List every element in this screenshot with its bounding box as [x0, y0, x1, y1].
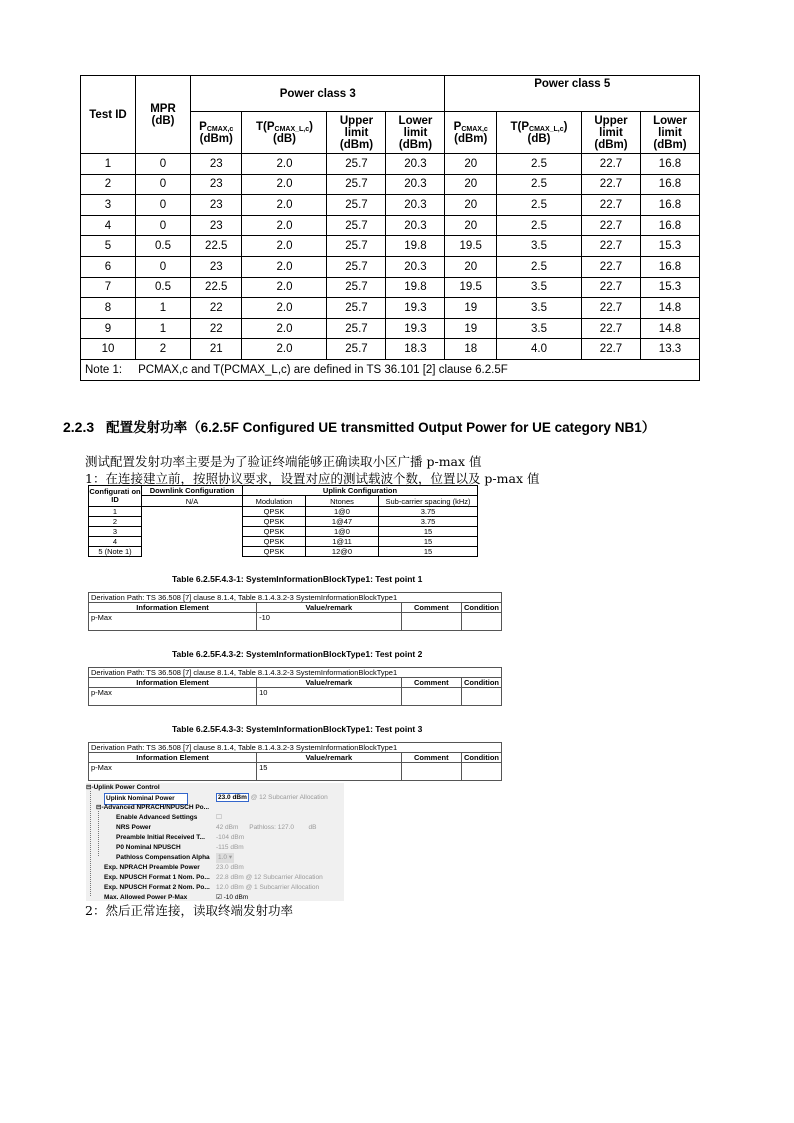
table-cell: 22.7: [582, 174, 641, 195]
config-cell: 1: [89, 507, 142, 517]
table-cell: 5: [81, 236, 136, 257]
ie-pmax: p-Max: [89, 688, 257, 706]
table-cell: 20.3: [386, 256, 445, 277]
table-cell: 25.7: [327, 298, 386, 319]
table-row: [81, 154, 700, 175]
table-row: [81, 277, 700, 298]
table-cell: 2: [136, 339, 191, 360]
table-cell: 2.0: [242, 277, 327, 298]
table-cell: 19.8: [386, 277, 445, 298]
table-cell: 22.7: [582, 195, 641, 216]
config-row: [89, 507, 478, 517]
table-cell: 4: [81, 215, 136, 236]
sib-table: [88, 592, 502, 631]
table-row: [81, 174, 700, 195]
table-cell: 2.5: [496, 174, 581, 195]
table-row: [81, 215, 700, 236]
max-allowed-label: Max. Allowed Power P-Max: [104, 894, 188, 901]
table-cell: 2: [81, 174, 136, 195]
table-cell: 2.0: [242, 154, 327, 175]
table-cell: 23: [191, 256, 242, 277]
sub-t-pcmax-5: $T(P_{CMAX\_L,c})$ (dB): [496, 112, 581, 154]
downlink-cell: [142, 537, 243, 547]
config-cell: QPSK: [243, 537, 306, 547]
table-cell: 23: [191, 154, 242, 175]
preamble-value: -104 dBm: [216, 834, 245, 841]
table-cell: 3.5: [496, 236, 581, 257]
table-cell: 4.0: [496, 339, 581, 360]
exp-format1-label: Exp. NPUSCH Format 1 Nom. Po...: [104, 874, 210, 881]
table-cell: 15.3: [641, 236, 700, 257]
table-cell: 25.7: [327, 195, 386, 216]
config-cell: 3.75: [379, 517, 478, 527]
preamble-label: Preamble Initial Received T...: [116, 834, 205, 841]
table-cell: 19: [445, 298, 496, 319]
table-cell: 22.7: [582, 154, 641, 175]
table-cell: 19.8: [386, 236, 445, 257]
table-cell: 22.7: [582, 236, 641, 257]
table-cell: 22.7: [582, 298, 641, 319]
ie-pmax: p-Max: [89, 763, 257, 781]
config-cell: 2: [89, 517, 142, 527]
table-cell: 20: [445, 154, 496, 175]
table-cell: 13.3: [641, 339, 700, 360]
table-cell: 1: [136, 318, 191, 339]
col-condition: Condition: [462, 678, 502, 688]
table-cell: 10: [81, 339, 136, 360]
table-cell: 18.3: [386, 339, 445, 360]
table-cell: 18: [445, 339, 496, 360]
table-cell: 25.7: [327, 277, 386, 298]
table-cell: 19.5: [445, 277, 496, 298]
table-cell: 2.5: [496, 154, 581, 175]
col-ntones: Ntones: [306, 496, 379, 507]
exp-nprach-label: Exp. NPRACH Preamble Power: [104, 864, 200, 871]
table-cell: 25.7: [327, 215, 386, 236]
table-cell: 22.5: [191, 236, 242, 257]
col-info-element: Information Element: [89, 753, 257, 763]
section-title-cn: 配置发射功率: [106, 420, 188, 435]
col-comment: Comment: [401, 678, 461, 688]
table-cell: 22: [191, 318, 242, 339]
col-value-remark: Value/remark: [257, 678, 402, 688]
pmax-value: 15: [257, 763, 402, 781]
config-row: [89, 527, 478, 537]
derivation-path: Derivation Path: TS 36.508 [7] clause 8.1.4, Table 8.1.4.3.2-3 SystemInformationBlockType1: [89, 593, 502, 603]
col-downlink: Downlink Configuration: [142, 486, 243, 496]
table-row: [81, 339, 700, 360]
table-cell: 1: [81, 154, 136, 175]
table-cell: 3: [81, 195, 136, 216]
col-value-remark: Value/remark: [257, 603, 402, 613]
table-cell: 14.8: [641, 318, 700, 339]
table-cell: 7: [81, 277, 136, 298]
table-cell: 20.3: [386, 215, 445, 236]
nrs-power-label: NRS Power: [116, 824, 152, 831]
table-cell: 22.7: [582, 256, 641, 277]
exp-format2-label: Exp. NPUSCH Format 2 Nom. Po...: [104, 884, 210, 891]
enable-advanced-label: Enable Advanced Settings: [116, 814, 198, 821]
config-cell: 3.75: [379, 507, 478, 517]
col-uplink: Uplink Configuration: [243, 486, 478, 496]
col-config-id: Configurati on ID: [89, 486, 142, 507]
sib-table-caption: Table 6.2.5F.4.3-3: SystemInformationBlockType1: Test point 3: [172, 724, 423, 734]
sub-upper-5: Upper limit (dBm): [582, 112, 641, 154]
sub-t-pcmax-3: $T(P_{CMAX\_L,c})$ (dB): [242, 112, 327, 154]
config-cell: 1@11: [306, 537, 379, 547]
ie-pmax: p-Max: [89, 613, 257, 631]
table-cell: 16.8: [641, 174, 700, 195]
section-title-en: （6.2.5F Configured UE transmitted Output Power for UE category NB1）: [187, 420, 656, 435]
config-cell: 15: [379, 547, 478, 557]
downlink-cell: [142, 547, 243, 557]
table-cell: 0: [136, 215, 191, 236]
pmax-value: 10: [257, 688, 402, 706]
table-cell: 2.5: [496, 256, 581, 277]
col-test-id: Test ID: [81, 76, 136, 154]
table-cell: 0.5: [136, 236, 191, 257]
pathloss-alpha-select[interactable]: 1.0 ▾: [216, 853, 234, 863]
config-cell: 1@0: [306, 527, 379, 537]
uplink-power-control-panel: [86, 783, 344, 901]
table-cell: 25.7: [327, 174, 386, 195]
uplink-config-table: [88, 485, 478, 557]
config-cell: 5 (Note 1): [89, 547, 142, 557]
section-heading: [63, 416, 655, 436]
table-cell: 19.3: [386, 318, 445, 339]
table-cell: 22.7: [582, 339, 641, 360]
table-cell: 2.0: [242, 195, 327, 216]
table-cell: 16.8: [641, 154, 700, 175]
config-cell: 4: [89, 537, 142, 547]
p0-nominal-value: -115 dBm: [216, 844, 244, 851]
sub-lower-5: Lower limit (dBm): [641, 112, 700, 154]
table-note: Note 1: PCMAX,c and T(PCMAX_L,c) are defined in TS 36.101 [2] clause 6.2.5F: [81, 359, 700, 380]
config-cell: 1@47: [306, 517, 379, 527]
table-cell: 20.3: [386, 174, 445, 195]
derivation-path: Derivation Path: TS 36.508 [7] clause 8.1.4, Table 8.1.4.3.2-3 SystemInformationBlockType1: [89, 668, 502, 678]
table-cell: 0.5: [136, 277, 191, 298]
config-row: [89, 517, 478, 527]
step-1-paragraph: 1：在连接建立前，按照协议要求，设置对应的测试载波个数，位置以及 p-max 值: [85, 471, 540, 486]
table-cell: 25.7: [327, 318, 386, 339]
table-cell: 21: [191, 339, 242, 360]
table-cell: 22: [191, 298, 242, 319]
table-cell: 25.7: [327, 236, 386, 257]
table-cell: 2.0: [242, 256, 327, 277]
table-cell: 20: [445, 174, 496, 195]
col-modulation: Modulation: [243, 496, 306, 507]
table-cell: 0: [136, 195, 191, 216]
col-mpr: MPR (dB): [136, 76, 191, 154]
table-row: [81, 318, 700, 339]
table-cell: 16.8: [641, 195, 700, 216]
table-cell: 6: [81, 256, 136, 277]
sub-pcmax-5: $P_{CMAX,c}$ (dBm): [445, 112, 496, 154]
downlink-cell: [142, 517, 243, 527]
table-cell: 2.5: [496, 215, 581, 236]
table-cell: 2.0: [242, 339, 327, 360]
sib-table: [88, 667, 502, 706]
table-cell: 0: [136, 154, 191, 175]
sub-upper-3: Upper limit (dBm): [327, 112, 386, 154]
downlink-cell: [142, 507, 243, 517]
config-cell: QPSK: [243, 507, 306, 517]
config-cell: 1@0: [306, 507, 379, 517]
power-class-3-header: Power class 3: [191, 76, 445, 112]
max-allowed-pmax-checkbox[interactable]: ☑ -10 dBm: [216, 894, 249, 901]
table-cell: 19: [445, 318, 496, 339]
table-cell: 16.8: [641, 256, 700, 277]
power-class-table: [80, 75, 700, 381]
intro-paragraph: 测试配置发射功率主要是为了验证终端能够正确读取小区广播 p-max 值: [85, 454, 482, 469]
table-cell: 23: [191, 215, 242, 236]
table-cell: 20: [445, 195, 496, 216]
table-cell: 22.7: [582, 215, 641, 236]
sib-table: [88, 742, 502, 781]
table-cell: 3.5: [496, 277, 581, 298]
step-2-paragraph: 2：然后正常连接，读取终端发射功率: [85, 903, 293, 918]
config-cell: QPSK: [243, 527, 306, 537]
config-row: [89, 537, 478, 547]
config-row: [89, 547, 478, 557]
pmax-value: -10: [257, 613, 402, 631]
pathloss-alpha-label: Pathloss Compensation Alpha: [116, 854, 210, 861]
table-row: [81, 236, 700, 257]
table-cell: 25.7: [327, 154, 386, 175]
downlink-na: N/A: [142, 496, 243, 507]
exp-format1-value: 22.8 dBm @ 12 Subcarrier Allocation: [216, 874, 323, 881]
sib-table-caption: Table 6.2.5F.4.3-2: SystemInformationBlockType1: Test point 2: [172, 649, 423, 659]
exp-format2-value: 12.0 dBm @ 1 Subcarrier Allocation: [216, 884, 320, 891]
nrs-power-value: 42 dBm Pathloss: 127.0 dB: [216, 824, 317, 831]
col-comment: Comment: [401, 753, 461, 763]
col-condition: Condition: [462, 753, 502, 763]
table-cell: 14.8: [641, 298, 700, 319]
sub-lower-3: Lower limit (dBm): [386, 112, 445, 154]
table-cell: 22.7: [582, 318, 641, 339]
table-cell: 15.3: [641, 277, 700, 298]
table-cell: 20.3: [386, 195, 445, 216]
tree-advanced-group[interactable]: ⊟-Advanced NPRACH/NPUSCH Po...: [96, 804, 210, 811]
table-cell: 22.5: [191, 277, 242, 298]
p0-nominal-label: P0 Nominal NPUSCH: [116, 844, 181, 851]
table-cell: 8: [81, 298, 136, 319]
uplink-nominal-power-label[interactable]: Uplink Nominal Power: [104, 793, 188, 805]
config-cell: QPSK: [243, 517, 306, 527]
sub-pcmax-3: $P_{CMAX,c}$ (dBm): [191, 112, 242, 154]
table-cell: 20.3: [386, 154, 445, 175]
derivation-path: Derivation Path: TS 36.508 [7] clause 8.1.4, Table 8.1.4.3.2-3 SystemInformationBlockType1: [89, 743, 502, 753]
table-cell: 3.5: [496, 318, 581, 339]
col-info-element: Information Element: [89, 678, 257, 688]
table-cell: 2.5: [496, 195, 581, 216]
col-scs: Sub-carrier spacing (kHz): [379, 496, 478, 507]
uplink-nominal-suffix: @ 12 Subcarrier Allocation: [250, 794, 328, 801]
table-cell: 2.0: [242, 298, 327, 319]
table-row: [81, 298, 700, 319]
table-cell: 19.3: [386, 298, 445, 319]
col-value-remark: Value/remark: [257, 753, 402, 763]
uplink-nominal-power-input[interactable]: 23.0 dBm: [218, 794, 247, 801]
sib-table-caption: Table 6.2.5F.4.3-1: SystemInformationBlockType1: Test point 1: [172, 574, 423, 584]
table-cell: 2.0: [242, 318, 327, 339]
col-comment: Comment: [401, 603, 461, 613]
table-row: [81, 195, 700, 216]
power-class-5-header: Power class 5: [445, 76, 700, 112]
config-cell: 15: [379, 527, 478, 537]
table-cell: 16.8: [641, 215, 700, 236]
table-cell: 20: [445, 215, 496, 236]
tree-root-uplink-power-control[interactable]: ⊟-Uplink Power Control: [86, 784, 160, 791]
config-cell: 15: [379, 537, 478, 547]
table-cell: 3.5: [496, 298, 581, 319]
enable-advanced-checkbox[interactable]: ☐: [216, 814, 222, 821]
config-cell: 3: [89, 527, 142, 537]
table-cell: 2.0: [242, 174, 327, 195]
table-cell: 1: [136, 298, 191, 319]
table-cell: 19.5: [445, 236, 496, 257]
config-cell: QPSK: [243, 547, 306, 557]
table-cell: 0: [136, 174, 191, 195]
table-row: [81, 256, 700, 277]
downlink-cell: [142, 527, 243, 537]
table-cell: 9: [81, 318, 136, 339]
table-cell: 0: [136, 256, 191, 277]
exp-nprach-value: 23.0 dBm: [216, 864, 244, 871]
table-cell: 25.7: [327, 256, 386, 277]
table-cell: 25.7: [327, 339, 386, 360]
config-cell: 12@0: [306, 547, 379, 557]
col-info-element: Information Element: [89, 603, 257, 613]
table-cell: 22.7: [582, 277, 641, 298]
table-cell: 2.0: [242, 236, 327, 257]
section-number: 2.2.3: [63, 419, 95, 435]
table-cell: 23: [191, 174, 242, 195]
table-cell: 2.0: [242, 215, 327, 236]
col-condition: Condition: [462, 603, 502, 613]
table-cell: 23: [191, 195, 242, 216]
table-cell: 20: [445, 256, 496, 277]
